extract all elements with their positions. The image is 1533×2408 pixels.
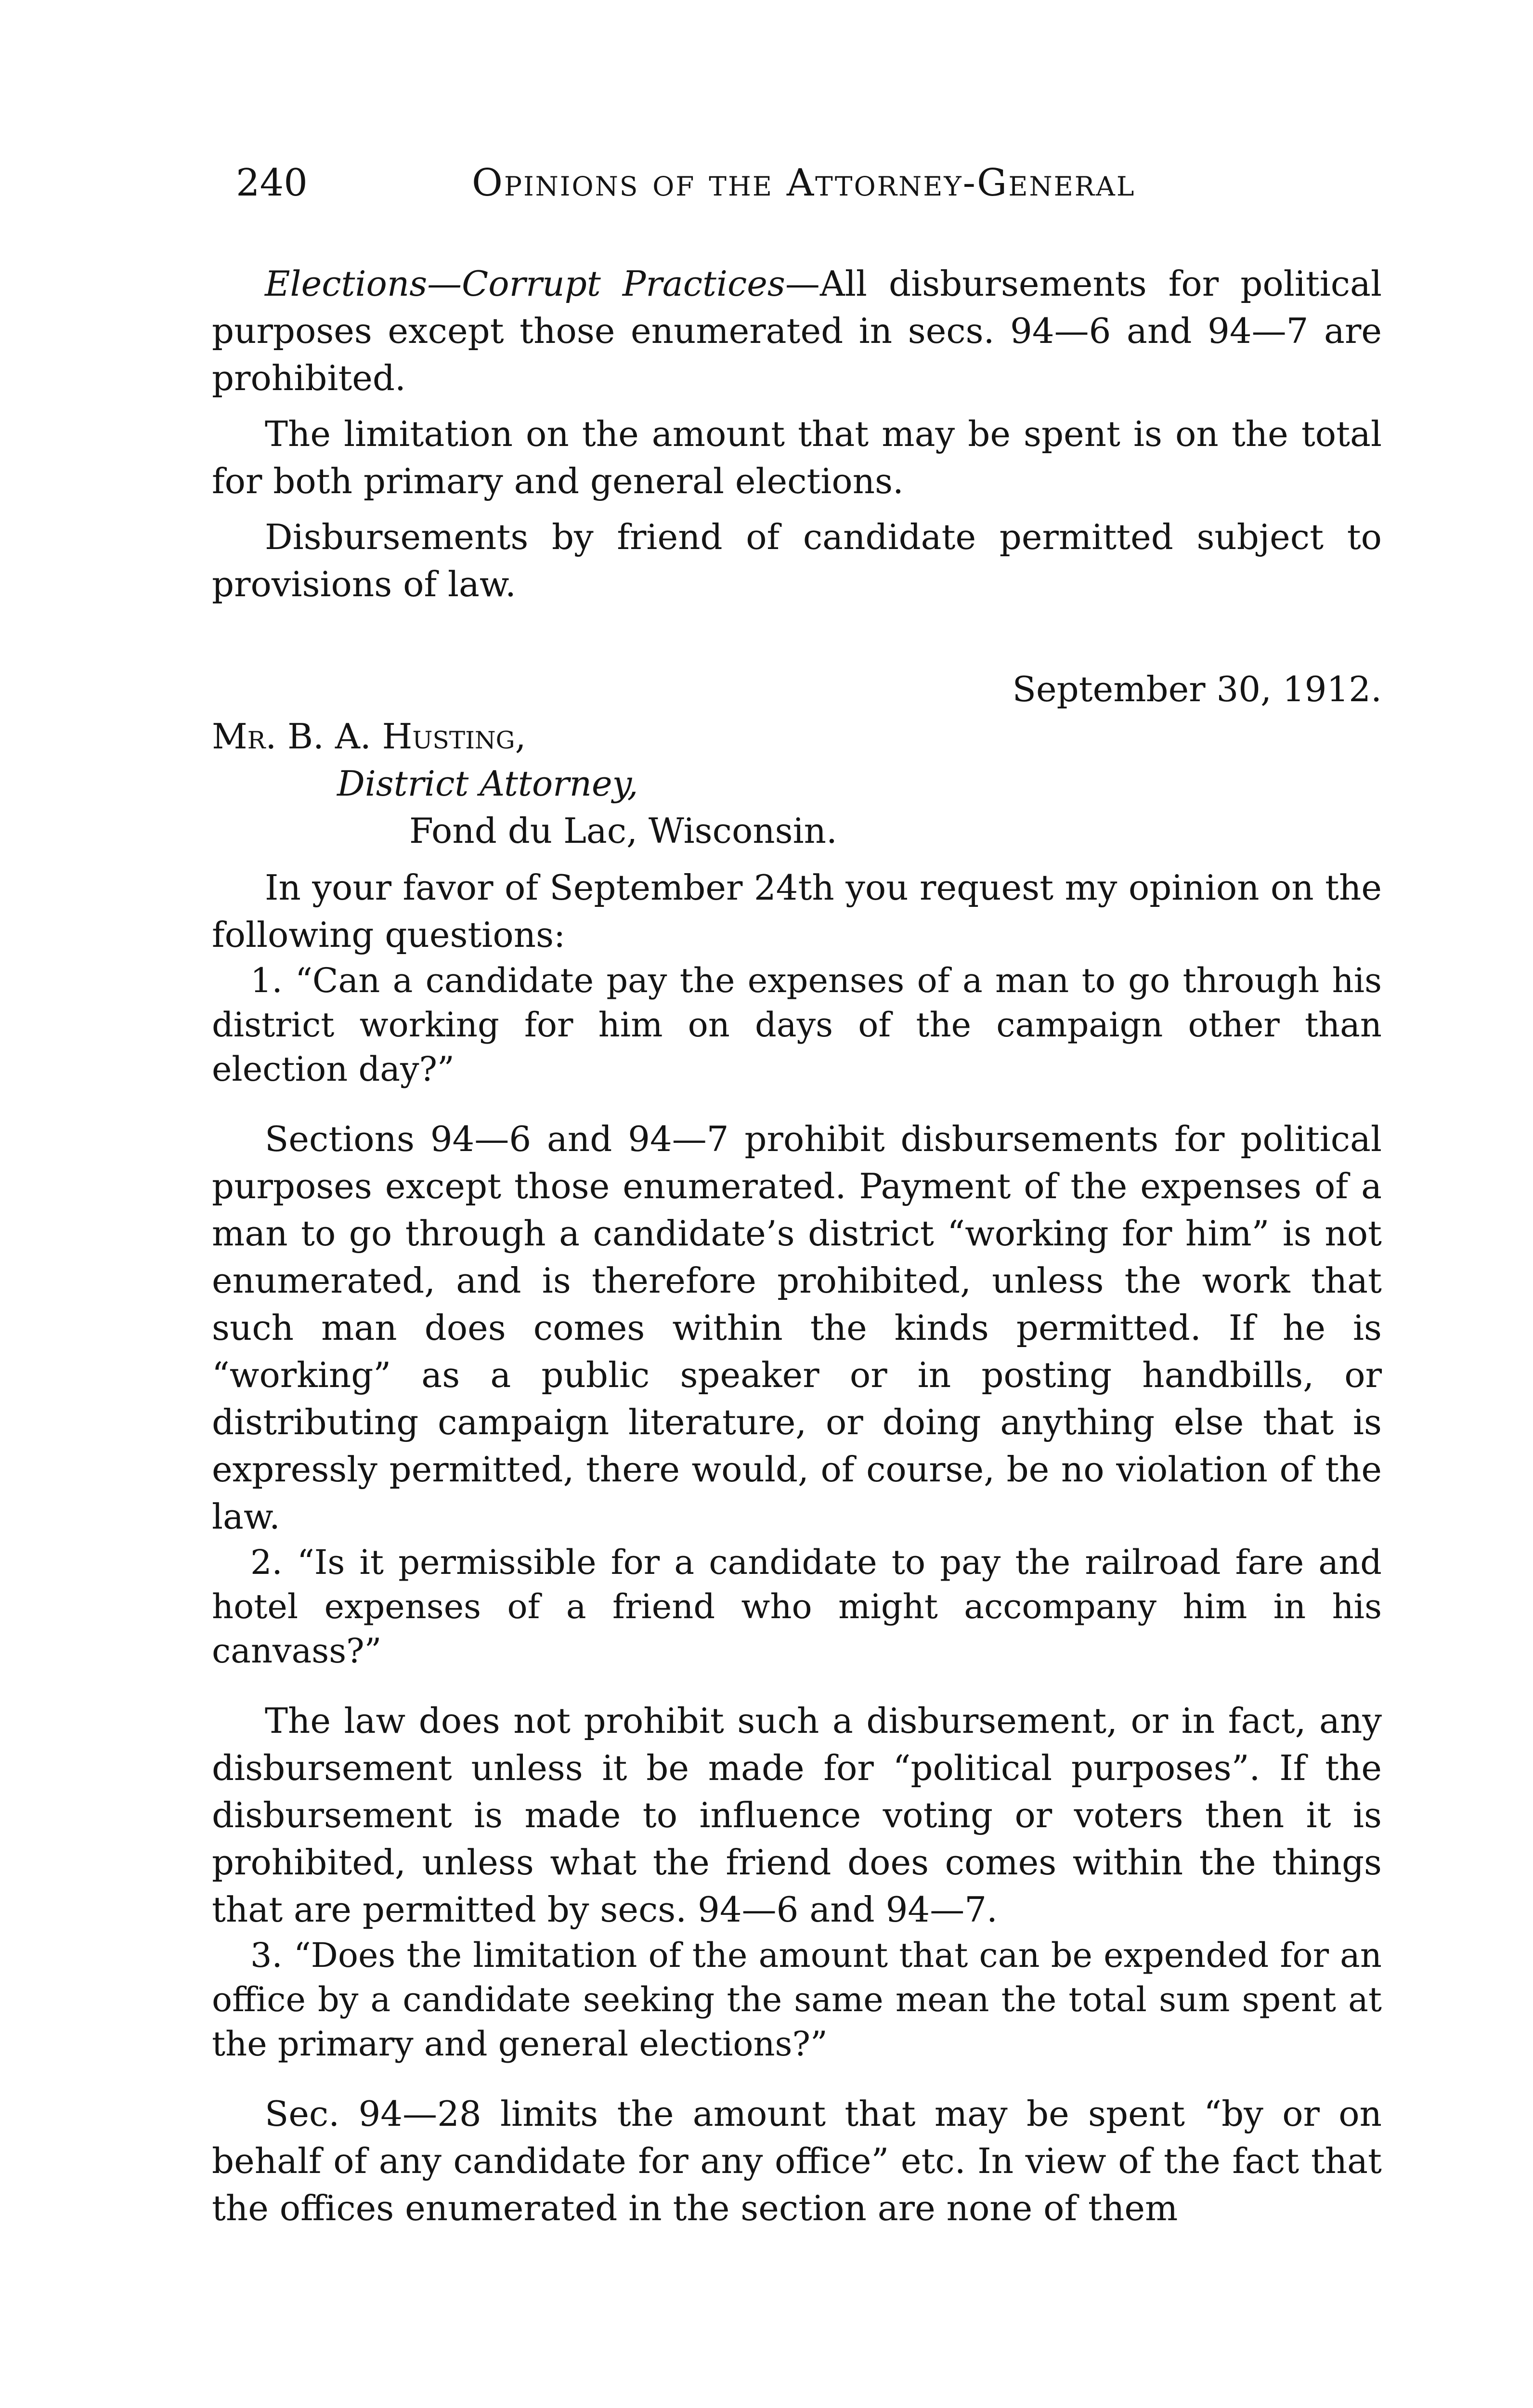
addressee-name: Mr. B. A. Husting,	[212, 716, 526, 757]
headnote-topic: Elections—Corrupt Practices	[265, 263, 785, 304]
headnote-paragraph-1	[212, 260, 1382, 402]
letter-date: September 30, 1912.	[1012, 669, 1382, 709]
running-head: Opinions of the Attorney-General	[472, 161, 1136, 205]
letter-intro: In your favor of September 24th you request my opinion on the following questions:	[212, 867, 1382, 955]
addressee-place: Fond du Lac, Wisconsin.	[409, 811, 837, 851]
page-content	[212, 260, 1382, 2232]
headnote-paragraph-3: Disbursements by friend of candidate permitted subject to provisions of law.	[212, 517, 1382, 604]
question-1: 1. “Can a candidate pay the expenses of a man to go through his district working for him on days of the campaign other than election day?”	[212, 961, 1382, 1089]
page-number: 240	[236, 161, 308, 205]
addressee-title: District Attorney,	[337, 763, 638, 804]
headnote-paragraph-2: The limitation on the amount that may be spent is on the total for both primary and general elections.	[212, 414, 1382, 501]
question-3: 3. “Does the limitation of the amount that can be expended for an office by a candidate seeking the same mean the total sum spent at the primary and general elections?”	[212, 1936, 1382, 2064]
page-header	[236, 159, 1382, 217]
question-2: 2. “Is it permissible for a candidate to pay the railroad fare and hotel expenses of a friend who might accompany him in his canvass?”	[212, 1543, 1382, 1671]
headnote-text-1: —All disbursements for political purposes except those enumerated in secs. 94—6 and 94—7 are prohibited.	[212, 263, 1382, 398]
answer-2: The law does not prohibit such a disbursement, or in fact, any disbursement unless it be made for “political purposes”. If the disbursement is made to influence voting or voters then it is prohibited, unless what the friend does comes within the things that are permitted by secs. 94—6 and 94—7.	[212, 1701, 1382, 1930]
answer-3: Sec. 94—28 limits the amount that may be spent “by or on behalf of any candidate for any office” etc. In view of the fact that the offices enumerated in the section are none of them	[212, 2094, 1382, 2228]
answer-1: Sections 94—6 and 94—7 prohibit disbursements for political purposes except those enumerated. Payment of the expenses of a man to go through a candidate’s district “working for him” is not enumerated, and is therefore prohibited, unless the work that such man does comes within the kinds permitted. If he is “working” as a public speaker or in posting handbills, or distributing campaign literature, or doing anything else that is expressly permitted, there would, of course, be no violation of the law.	[212, 1119, 1382, 1537]
